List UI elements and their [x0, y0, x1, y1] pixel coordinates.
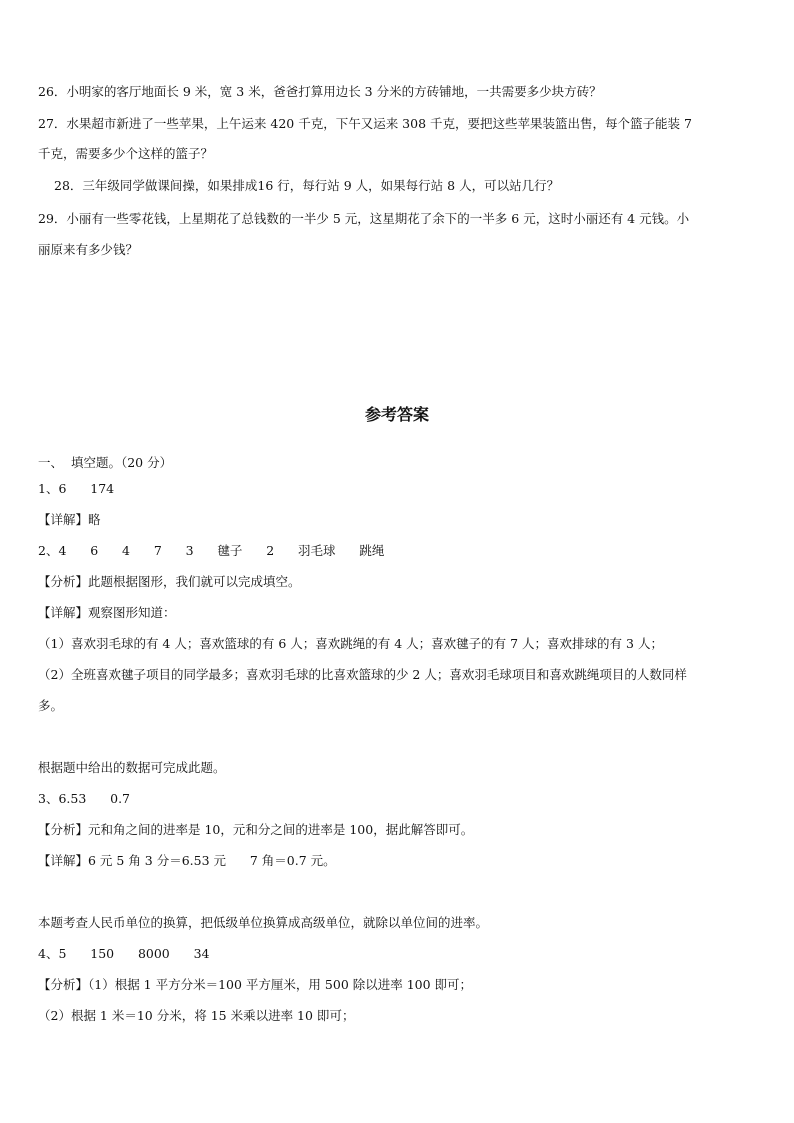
answer-2: 2、4 6 4 7 3 毽子 2 羽毛球 跳绳: [38, 543, 385, 558]
answer-3-analysis: 【分析】元和角之间的进率是 10，元和分之间的进率是 100，据此解答即可。: [38, 822, 474, 837]
answer-4-part-2: （2）根据 1 米＝10 分米，将 15 米乘以进率 10 即可；: [38, 1008, 355, 1023]
answer-4: 4、5 150 8000 34: [38, 946, 210, 961]
answer-4-analysis: 【分析】（1）根据 1 平方分米＝100 平方厘米，用 500 除以进率 100 即可；: [38, 977, 473, 992]
question-28: 28．三年级同学做课间操，如果排成16 行，每行站 9 人，如果每行站 8 人，可以站几行？: [54, 178, 560, 193]
question-29-line-1: 29．小丽有一些零花钱，上星期花了总钱数的一半少 5 元，这星期花了余下的一半多 6 元，这时小丽还有 4 元钱。小: [38, 211, 690, 226]
answer-2-note: 根据题中给出的数据可完成此题。: [38, 760, 226, 775]
answer-2-part-1: （1）喜欢羽毛球的有 4 人；喜欢篮球的有 6 人；喜欢跳绳的有 4 人；喜欢毽子的有 7 人；喜欢排球的有 3 人；: [38, 636, 663, 651]
answer-2-analysis: 【分析】此题根据图形，我们就可以完成填空。: [38, 574, 301, 589]
section-heading: 一、 填空题。（20 分）: [38, 455, 173, 470]
answer-2-part-2-line-2: 多。: [38, 698, 64, 713]
question-26: 26．小明家的客厅地面长 9 米，宽 3 米，爸爸打算用边长 3 分米的方砖铺地，一共需要多少块方砖？: [38, 84, 602, 99]
question-29-line-2: 丽原来有多少钱？: [38, 242, 139, 257]
answer-2-detail: 【详解】观察图形知道：: [38, 605, 176, 620]
question-27-line-1: 27．水果超市新进了一些苹果，上午运来 420 千克，下午又运来 308 千克，要把这些苹果装篮出售，每个篮子能装 7: [38, 116, 692, 131]
answer-2-part-2-line-1: （2）全班喜欢毽子项目的同学最多；喜欢羽毛球的比喜欢篮球的少 2 人；喜欢羽毛球项目和喜欢跳绳项目的人数同样: [38, 667, 687, 682]
answer-1-detail: 【详解】略: [38, 512, 101, 527]
answer-3-note: 本题考查人民币单位的换算，把低级单位换算成高级单位，就除以单位间的进率。: [38, 915, 489, 930]
question-27-line-2: 千克，需要多少个这样的篮子？: [38, 146, 214, 161]
answer-3-detail: 【详解】6 元 5 角 3 分＝6.53 元 7 角＝0.7 元。: [38, 853, 336, 868]
answers-title: 参考答案: [364, 405, 429, 424]
answer-1: 1、6 174: [38, 481, 115, 496]
answer-3: 3、6.53 0.7: [38, 791, 131, 806]
